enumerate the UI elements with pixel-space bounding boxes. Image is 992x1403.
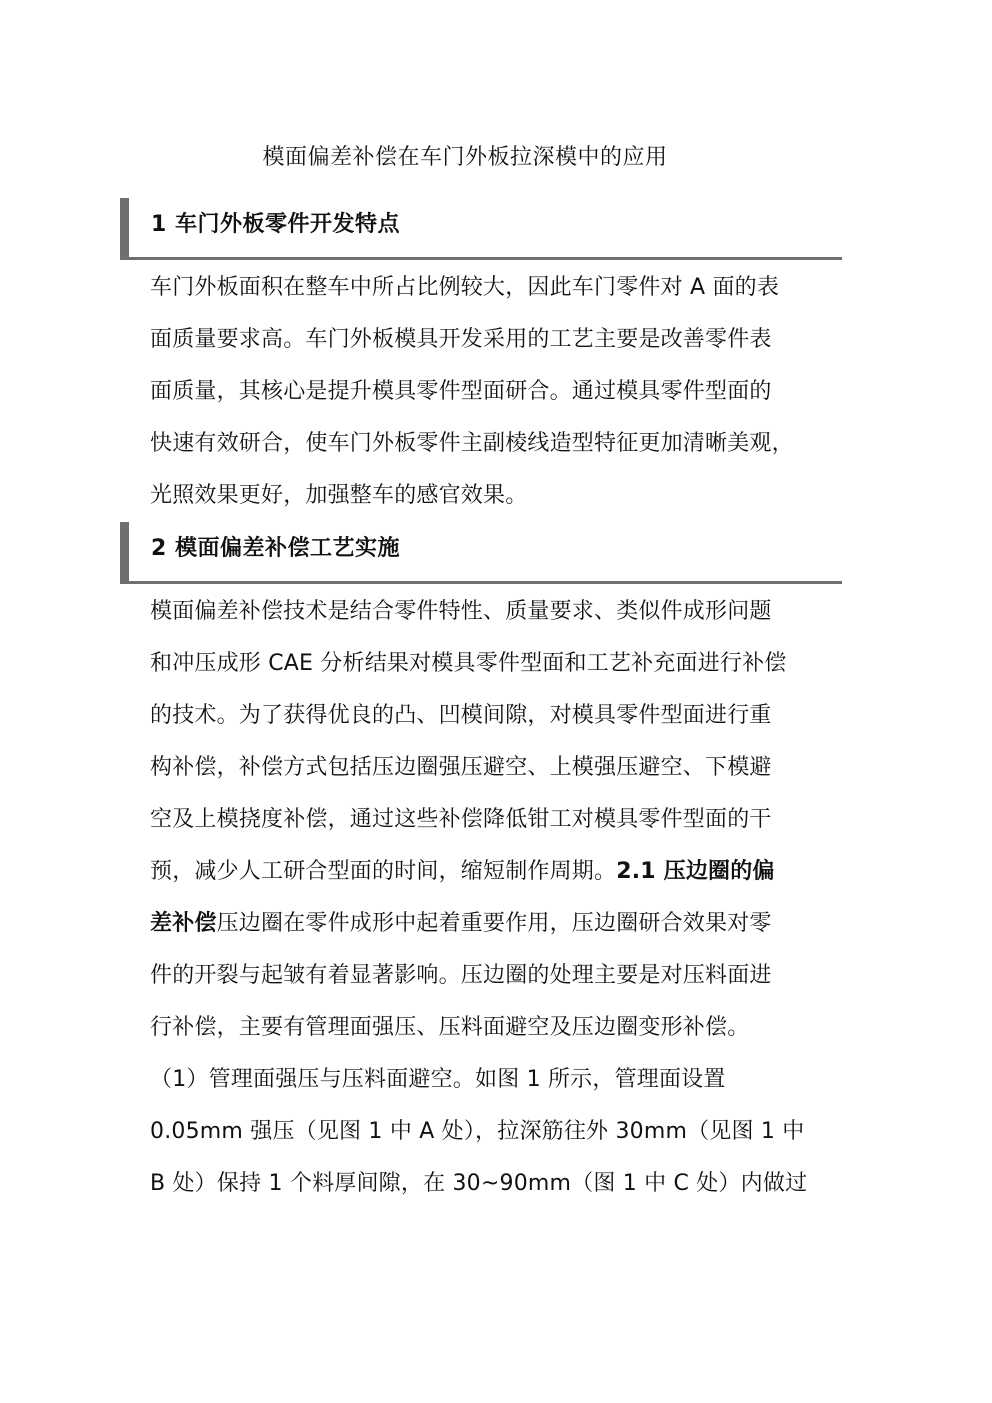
- paragraph-line: 的技术。为了获得优良的凸、凹模间隙，对模具零件型面进行重: [150, 703, 772, 728]
- paragraph-line: 件的开裂与起皱有着显著影响。压边圈的处理主要是对压料面进: [150, 963, 772, 988]
- paragraph-line: （1）管理面强压与压料面避空。如图 1 所示，管理面设置: [150, 1067, 726, 1092]
- section-1-paragraph: [150, 262, 850, 522]
- paragraph-line: 面质量，其核心是提升模具零件型面研合。通过模具零件型面的: [150, 379, 772, 404]
- paragraph-line: [150, 846, 850, 898]
- subsection-heading-2-1-part1: 2.1 压边圈的偏: [616, 859, 775, 884]
- paragraph-line: 构补偿，补偿方式包括压边圈强压避空、上模强压避空、下模避: [150, 755, 772, 780]
- paragraph-text: 压边圈在零件成形中起着重要作用，压边圈研合效果对零: [216, 911, 772, 936]
- paragraph-line: 0.05mm 强压（见图 1 中 A 处），拉深筋往外 30mm（见图 1 中: [150, 1119, 805, 1144]
- document-title: 模面偏差补偿在车门外板拉深模中的应用: [262, 145, 668, 170]
- section-2-paragraph: [150, 586, 850, 1210]
- section-heading-2-text: 2 模面偏差补偿工艺实施: [151, 536, 400, 561]
- section-heading-1-text: 1 车门外板零件开发特点: [151, 212, 400, 237]
- paragraph-line: 模面偏差补偿技术是结合零件特性、质量要求、类似件成形问题: [150, 599, 772, 624]
- paragraph-text: 预，减少人工研合型面的时间，缩短制作周期。: [150, 859, 617, 884]
- paragraph-line: 光照效果更好，加强整车的感官效果。: [150, 483, 528, 508]
- paragraph-line: 行补偿，主要有管理面强压、压料面避空及压边圈变形补偿。: [150, 1015, 750, 1040]
- paragraph-line: 快速有效研合，使车门外板零件主副棱线造型特征更加清晰美观，: [150, 431, 794, 456]
- paragraph-line: 和冲压成形 CAE 分析结果对模具零件型面和工艺补充面进行补偿: [150, 651, 787, 676]
- paragraph-line: 空及上模挠度补偿，通过这些补偿降低钳工对模具零件型面的干: [150, 807, 772, 832]
- section-heading-2: [120, 522, 842, 584]
- paragraph-line: 车门外板面积在整车中所占比例较大，因此车门零件对 A 面的表: [150, 275, 780, 300]
- paragraph-line: B 处）保持 1 个料厚间隙，在 30~90mm（图 1 中 C 处）内做过: [150, 1171, 808, 1196]
- section-heading-1: [120, 198, 842, 260]
- paragraph-line: 面质量要求高。车门外板模具开发采用的工艺主要是改善零件表: [150, 327, 772, 352]
- paragraph-line: [150, 898, 850, 950]
- subsection-heading-2-1-part2: 差补偿: [150, 911, 217, 936]
